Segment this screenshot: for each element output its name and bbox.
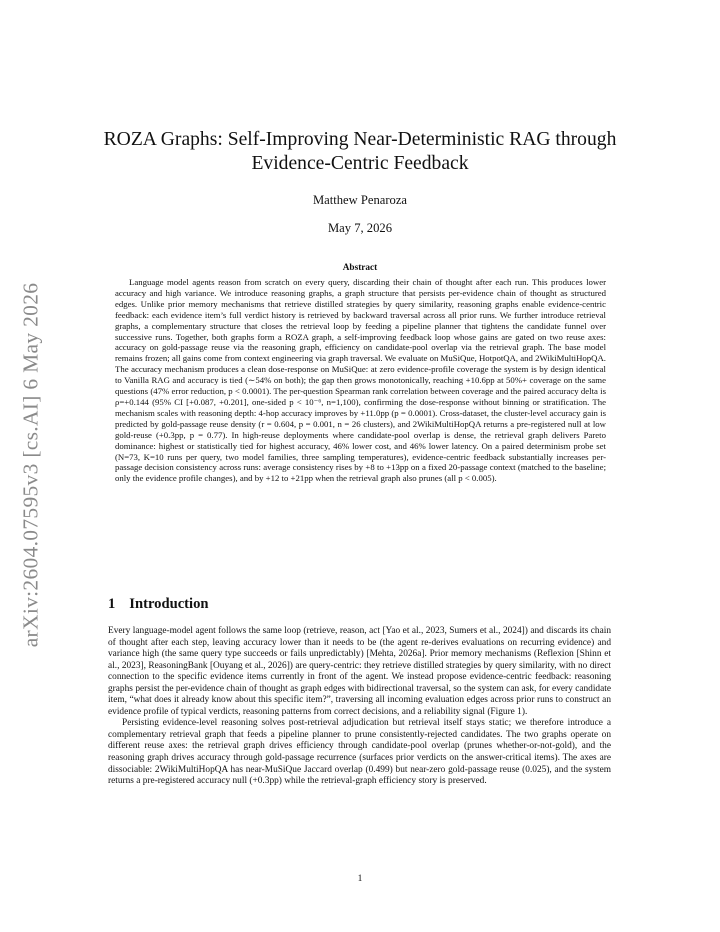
section-title: Introduction <box>129 596 209 612</box>
introduction-body <box>108 626 611 788</box>
arxiv-identifier: arXiv:2604.07595v3 [cs.AI] 6 May 2026 <box>18 282 43 648</box>
section-heading <box>108 596 209 613</box>
page-number: 1 <box>357 874 363 884</box>
section-number: 1 <box>108 596 116 612</box>
paper-title: ROZA Graphs: Self-Improving Near-Deterministic RAG through Evidence-Centric Feedback <box>103 129 617 174</box>
abstract-heading: Abstract <box>342 263 378 273</box>
arxiv-stamp <box>8 265 54 665</box>
paragraph: Persisting evidence-level reasoning solves post-retrieval adjudication but retrieval itself stays static; we therefore introduce a complementary retrieval graph that feeds a pipeline planner to prune consistently-rejected candidates. The two graphs operate on different reuse axes: the retrieval graph drives efficiency through candidate-pool overlap (prunes whether-or-not-gold), and the reasoning graph drives accuracy through gold-passage recurrence (surfaces prior verdicts on the answer-critical items). The axes are dissociable: 2WikiMultiHopQA has near-MuSiQue Jaccard overlap (0.499) but near-zero gold-passage reuse (0.025), and the system returns a pre-registered accuracy null (+0.3pp) while the retrieval-graph efficiency story is preserved. <box>108 718 611 787</box>
abstract-text: Language model agents reason from scratch on every query, discarding their chain of thought after each run. This produces lower accuracy and high variance. We introduce reasoning graphs, a graph structure that persists per-evidence chain of thought as structured edges. Unlike prior memory mechanisms that retrieve distilled strategies by query similarity, reasoning graphs enable evidence-centric feedback: each evidence item’s full verdict history is retrieved by backward traversal across all prior runs. We further introduce retrieval graphs, a complementary structure that closes the retrieval loop by feeding a pipeline planner that tightens the candidate funnel over successive runs. Together, both graphs form a ROZA graph, a self-improving feedback loop whose gains are gated on two reuse axes: accuracy on gold-passage reuse via the reasoning graph, efficiency on candidate-pool overlap via the retrieval graph. The base model remains frozen; all gains come from context engineering via graph traversal. We evaluate on MuSiQue, HotpotQA, and 2WikiMultiHopQA. The accuracy mechanism produces a clean dose-response on MuSiQue: at zero evidence-profile coverage the system is by design identical to Vanilla RAG and accuracy is tied (∼54% on both); the gap then grows monotonically, reaching +10.6pp at 50%+ coverage on the same questions (47% error reduction, p < 0.0001). The per-question Spearman rank correlation between coverage and the paired accuracy delta is ρ=+0.144 (95% CI [+0.087, +0.201], one-sided p < 10⁻⁶, n=1,100), confirming the dose-response without binning or stratification. The mechanism scales with reasoning depth: 4-hop accuracy improves by +11.0pp (p = 0.0001). Cross-dataset, the cluster-level accuracy gain is predicted by gold-passage reuse density (r = 0.604, p = 0.001, n = 26 clusters), and 2WikiMultiHopQA returns a pre-registered null at low gold-reuse (+0.3pp, p = 0.77). In high-reuse deployments where candidate-pool overlap is dense, the retrieval graph delivers Pareto dominance: highest or statistically tied for highest accuracy, 46% lower cost, and 46% lower latency. On a paired determinism probe set (N=73, K=10 runs per query, two model families, three sampling temperatures), evidence-centric feedback substantially increases per-passage decision consistency across runs: average consistency rises by +8 to +13pp on a fixed 20-passage context (matched to the baseline; only the evidence profile changes), and by +12 to +21pp when the retrieval graph also prunes (all p < 0.005). <box>115 277 606 484</box>
publication-date: May 7, 2026 <box>327 221 392 235</box>
author-name: Matthew Penaroza <box>312 193 408 207</box>
paragraph: Every language-model agent follows the same loop (retrieve, reason, act [Yao et al., 2023, Sumers et al., 2024]) and discards its chain of thought after each step, leaving accuracy lower than it needs to be (the agent re-derives evaluations on recurring evidence) and variance high (the same query type succeeds or fails unpredictably) [Mehta, 2026a]. Prior memory mechanisms (Reflexion [Shinn et al., 2023], ReasoningBank [Ouyang et al., 2026]) are query-centric: they retrieve distilled strategies by query similarity, with no direct connection to the specific evidence items currently in front of the agent. We instead propose evidence-centric feedback: reasoning graphs persist the per-evidence chain of thought as graph edges with bidirectional traversal, so the system can ask, for every candidate item, “what does it already know about this specific item?”, traversing all incoming evaluation edges across prior runs to construct an evidence profile of typical verdicts, reasoning patterns from correct decisions, and a reliability signal (Figure 1). <box>108 626 611 717</box>
